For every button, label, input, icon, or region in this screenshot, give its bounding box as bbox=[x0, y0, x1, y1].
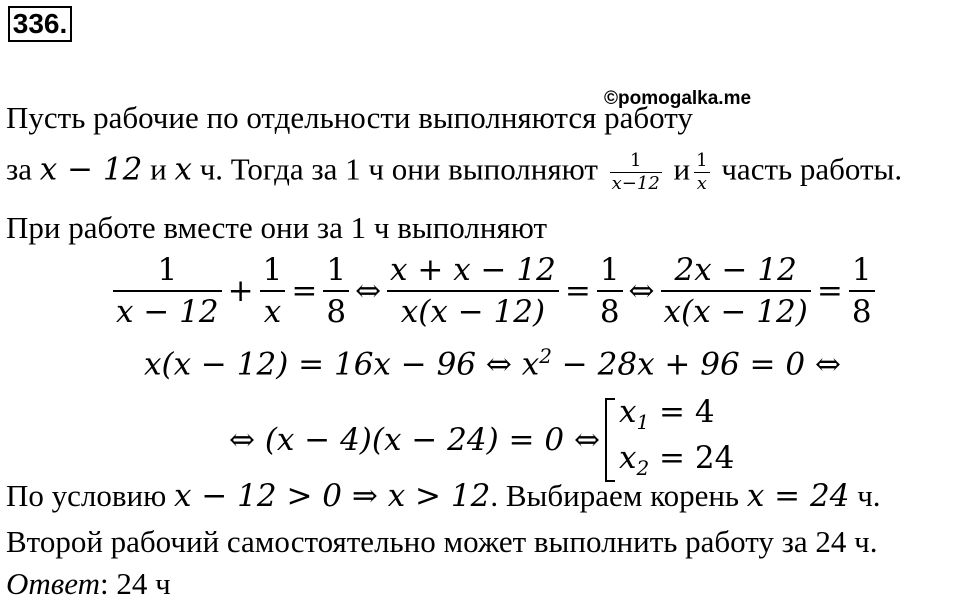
math-root: x = 24 bbox=[746, 478, 850, 514]
math-condition: x − 12 > 0 ⇒ x > 12 bbox=[174, 478, 491, 514]
equation-fractions bbox=[110, 250, 878, 332]
denominator: x(x − 12) bbox=[400, 294, 546, 330]
denominator: x bbox=[696, 173, 707, 194]
problem-number: 336. bbox=[8, 6, 72, 42]
denominator: 8 bbox=[599, 294, 620, 330]
text-fragment: ч. Тогда за 1 ч они выполняют bbox=[191, 151, 606, 187]
numerator: 1 bbox=[597, 250, 623, 292]
numerator: 1 bbox=[849, 250, 875, 292]
fraction bbox=[387, 250, 559, 332]
exponent: 2 bbox=[539, 344, 552, 368]
denominator: x−12 bbox=[611, 173, 660, 194]
numerator: 1 bbox=[323, 250, 349, 292]
fraction bbox=[260, 250, 286, 332]
text-line-3: При работе вместе они за 1 ч выполняют bbox=[6, 210, 548, 245]
text-line-8: Второй рабочий самостоятельно может выполнить работу за 24 ч. bbox=[6, 524, 878, 559]
text-fragment: часть работы. bbox=[713, 151, 903, 187]
value: = 24 bbox=[649, 440, 735, 477]
denominator: 8 bbox=[851, 294, 872, 330]
value: = 4 bbox=[649, 394, 715, 430]
numerator: 1 bbox=[610, 150, 662, 173]
numerator: x + x − 12 bbox=[387, 250, 559, 292]
fraction bbox=[323, 250, 349, 332]
subscript: 1 bbox=[636, 410, 650, 435]
numerator: 1 bbox=[260, 250, 286, 292]
roots-system bbox=[603, 394, 734, 486]
text-line-1: Пусть рабочие по отдельности выполняются работу bbox=[6, 100, 693, 135]
numerator: 2x − 12 bbox=[661, 250, 811, 292]
fraction bbox=[597, 250, 623, 332]
denominator: x bbox=[263, 294, 282, 330]
fraction bbox=[849, 250, 875, 332]
iff-sign: ⇔ bbox=[628, 273, 655, 309]
equation-roots bbox=[226, 394, 734, 486]
text-fragment: за bbox=[6, 151, 40, 187]
denominator: x(x − 12) bbox=[663, 294, 808, 330]
text-fragment: ч. bbox=[849, 478, 881, 513]
fraction bbox=[661, 250, 811, 332]
subscript: 2 bbox=[636, 456, 650, 481]
equation-quadratic bbox=[144, 344, 841, 382]
equals-sign: = bbox=[816, 273, 843, 309]
equals-sign: = bbox=[564, 273, 591, 309]
math-x: x bbox=[174, 151, 192, 188]
variable: x bbox=[618, 394, 637, 430]
text-fragment: По условию bbox=[6, 478, 175, 513]
variable: x bbox=[618, 440, 637, 477]
denominator: 8 bbox=[326, 294, 347, 330]
equation-factored: ⇔ (x − 4)(x − 24) = 0 ⇔ bbox=[229, 422, 600, 459]
iff-sign: ⇔ bbox=[355, 273, 382, 309]
answer-line bbox=[6, 566, 171, 602]
text-line-7 bbox=[6, 478, 881, 514]
text-fragment: и bbox=[665, 151, 691, 187]
text-fragment: и bbox=[142, 151, 175, 187]
answer-label: Ответ bbox=[6, 566, 100, 601]
numerator: 1 bbox=[113, 250, 222, 292]
fraction bbox=[113, 250, 222, 332]
watermark: ©pomogalka.me bbox=[604, 88, 752, 109]
numerator: 1 bbox=[696, 150, 708, 171]
root-1 bbox=[619, 394, 734, 440]
math-x-minus-12: x − 12 bbox=[39, 151, 143, 188]
equation-lhs: x(x − 12) = 16x − 96 ⇔ x bbox=[144, 346, 540, 383]
fraction-1-over-x-minus-12 bbox=[610, 150, 662, 195]
equals-sign: = bbox=[291, 273, 318, 309]
answer-value: : 24 ч bbox=[99, 566, 171, 601]
fraction-1-over-x bbox=[694, 150, 709, 195]
text-line-2 bbox=[6, 150, 902, 195]
equation-rhs: − 28x + 96 = 0 ⇔ bbox=[551, 346, 841, 383]
denominator: x − 12 bbox=[116, 294, 219, 330]
plus-sign: + bbox=[227, 273, 254, 309]
text-fragment: . Выбираем корень bbox=[490, 478, 747, 513]
